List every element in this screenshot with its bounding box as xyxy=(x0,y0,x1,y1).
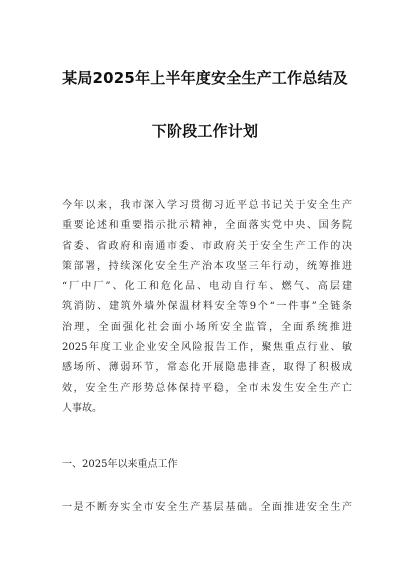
section-paragraph xyxy=(62,498,352,518)
intro-line: 省委、省政府和南通市委、市政府关于安全生产工作的决 xyxy=(62,240,352,252)
intro-line: 策部署，持续深化安全生产治本攻坚三年行动，统筹推进 xyxy=(62,260,352,272)
intro-line: 重要论述和重要指示批示精神，全面落实党中央、国务院 xyxy=(62,220,352,232)
section-heading: 一、2025年以来重点工作 xyxy=(62,459,178,470)
intro-line: 今年以来，我市深入学习贯彻习近平总书记关于安全生产 xyxy=(62,200,352,211)
intro-line: 筑消防、建筑外墙外保温材料安全等9个“一件事”全链条 xyxy=(62,301,352,313)
intro-line: 感场所、薄弱环节，常态化开展隐患排查，取得了积极成 xyxy=(62,362,352,374)
section-line: 一是不断夯实全市安全生产基层基础。全面推进安全生产 xyxy=(62,502,352,513)
intro-line: 效，安全生产形势总体保持平稳，全市未发生安全生产亡 xyxy=(62,382,352,394)
intro-paragraph xyxy=(62,196,352,419)
intro-line: 人事故。 xyxy=(62,402,102,414)
intro-line: 治理，全面强化社会面小场所安全监管，全面系统推进 xyxy=(62,321,352,333)
document-title-line-2: 下阶段工作计划 xyxy=(151,122,259,140)
intro-line: 2025年度工业企业安全风险报告工作，聚焦重点行业、敏 xyxy=(62,342,352,354)
document-title-line-1: 某局2025年上半年度安全生产工作总结及 xyxy=(62,69,348,87)
intro-line: “厂中厂”、化工和危化品、电动自行车、燃气、高层建 xyxy=(62,281,352,293)
